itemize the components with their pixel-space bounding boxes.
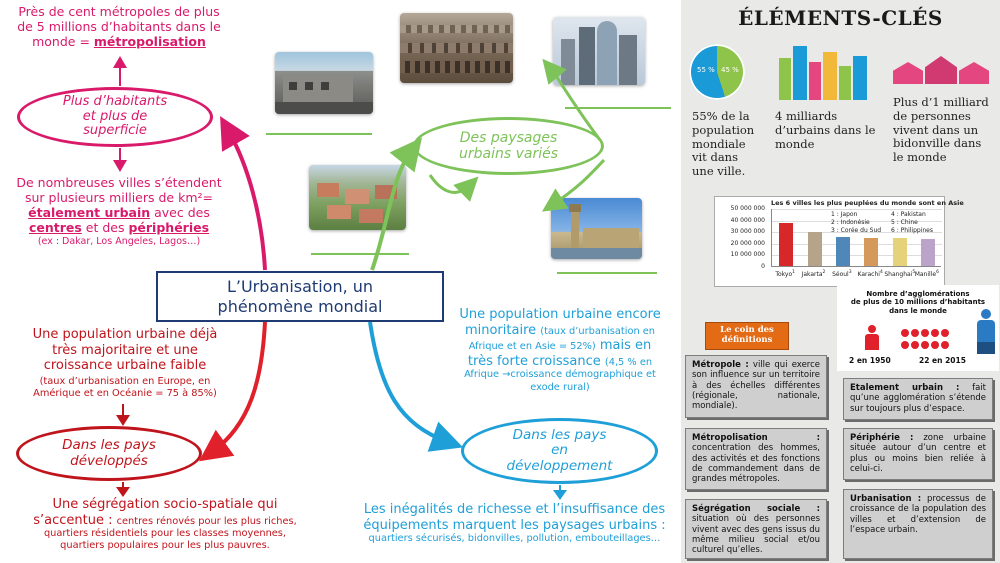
stat-1-line-1: 55% de la xyxy=(692,109,750,123)
stat-population-urbaine xyxy=(692,110,754,179)
coin-definitions-label xyxy=(705,322,789,350)
bubble-plus-habitants-line-2: et plus de xyxy=(82,108,148,124)
bubble-plus-habitants-line-1: Plus d’habitants xyxy=(62,93,168,109)
y-tick-label: 0 xyxy=(761,263,765,270)
chart-x-labels xyxy=(771,269,941,283)
chart-title: Les 6 villes les plus peuplées du monde sont en Asie xyxy=(771,199,964,207)
segregation-title: Une ségrégation socio-spatiale qui xyxy=(52,497,278,512)
arrow-down-blue-icon xyxy=(550,485,570,501)
stat-2-line-3: monde xyxy=(775,136,815,151)
def-term-peripherie: Périphérie : xyxy=(850,433,914,443)
segregation-detail-3: quartiers populaires pour les plus pauvres. xyxy=(60,540,270,552)
agglo-title-line-3: dans le monde xyxy=(889,306,947,315)
segregation-text xyxy=(0,497,330,553)
developing-intro-line-2 xyxy=(440,323,680,339)
inequality-line-1: Les inégalités de richesse et l’insuffisance des xyxy=(363,502,666,517)
panel-title: ÉLÉMENTS-CLÉS xyxy=(738,6,943,30)
stat-3-line-4: bidonville dans xyxy=(893,136,982,151)
key-elements-panel xyxy=(681,0,1000,563)
bubble-developpement-line-1: Dans les pays xyxy=(512,426,607,443)
stat-1-line-4: vit dans xyxy=(692,150,738,165)
developing-detail-5: exode rural) xyxy=(530,381,590,393)
person-small-icon xyxy=(865,325,879,351)
bar-manille xyxy=(921,239,935,266)
x-tick-label: Karachi$^4$ xyxy=(857,270,883,278)
def-term-metropolisation: Métropolisation : xyxy=(692,433,820,443)
stat-1-line-2: population xyxy=(692,122,755,137)
x-tick-label: Manille$^6$ xyxy=(914,270,939,278)
def-text-peripherie: zone urbaine située autour d’un centre et plus ou moins bien reliée à celui-ci. xyxy=(850,433,986,475)
definition-segregation xyxy=(685,499,827,559)
bar-chart xyxy=(714,196,964,287)
developing-detail-3: (4,5 % en xyxy=(604,356,653,368)
slum-houses-icon xyxy=(893,48,989,84)
stat-3-line-2: de personnes xyxy=(893,108,971,123)
city-buildings-icon xyxy=(775,40,871,100)
def-term-metropole: Métropole : xyxy=(692,360,749,370)
gridline xyxy=(772,255,942,256)
year-label-2015: 22 en 2015 xyxy=(919,356,966,365)
arrow-blue-path xyxy=(370,322,448,442)
developing-intro-line-1: Une population urbaine encore xyxy=(459,307,661,322)
def-text-urbanisation: processus de croissance de la population des villes et d’extension de l’espace urbain. xyxy=(850,494,986,536)
coin-title-line-1: Le coin des xyxy=(720,325,774,335)
y-tick-label: 40 000 000 xyxy=(730,216,765,224)
developing-intro-text xyxy=(440,307,680,394)
pie-label-45: 45 % xyxy=(721,66,739,74)
bubble-developpement-line-3: développement xyxy=(506,457,613,474)
legend-item-1: 1 : Japon xyxy=(831,211,858,218)
developing-intro-line-3-end: mais en xyxy=(595,338,652,354)
developing-intro-line-4 xyxy=(440,354,680,370)
stat-3-line-3: vivent dans un xyxy=(893,122,979,137)
intro-line-1: Près de cent métropoles de plus xyxy=(18,4,220,19)
developed-intro-line-1: Une population urbaine déjà xyxy=(32,327,218,342)
x-tick-label: Séoul$^3$ xyxy=(832,270,852,278)
y-tick-label: 20 000 000 xyxy=(730,239,765,247)
main-title-box xyxy=(156,271,444,322)
sprawl-line-1: De nombreuses villes s’étendent xyxy=(16,175,222,190)
agglo-title-line-2: de plus de 10 millions d’habitants xyxy=(850,298,986,307)
bubble-plus-habitants-line-3: superficie xyxy=(83,123,147,139)
bubble-pays-developpes xyxy=(16,426,202,481)
intro-line-2: de 5 millions d’habitants dans le xyxy=(17,19,221,34)
y-tick-label: 50 000 000 xyxy=(730,205,765,212)
developing-intro-line-3 xyxy=(440,338,680,354)
sprawl-line-4-mid: et des xyxy=(81,220,129,235)
term-peripheries: périphéries xyxy=(128,220,210,235)
developing-intro-line-2-start: minoritaire xyxy=(464,322,541,338)
developing-detail-2: Afrique et en Asie = 52%) xyxy=(468,341,596,353)
x-tick-label: Shanghai$^5$ xyxy=(884,270,916,278)
def-text-segregation: situation où des personnes vivent avec des gens issus du même milieu social et/ou culturel qu’elles. xyxy=(692,514,820,556)
bubble-paysages-line-2: urbains variés xyxy=(458,146,559,162)
stat-2-line-2: d’urbains dans le xyxy=(775,122,876,137)
arrow-down-red-icon xyxy=(113,404,133,428)
arrow-green-left-path xyxy=(430,175,470,192)
developing-detail-1: (taux d’urbanisation en xyxy=(540,325,656,337)
arrow-pink-path xyxy=(228,130,265,270)
developed-detail xyxy=(0,376,250,400)
developing-intro-3: très forte croissance xyxy=(467,353,605,369)
segregation-verb: s’accentue : xyxy=(33,512,117,528)
legend-item-4: 4 : Pakistan xyxy=(891,211,926,218)
def-term-urbanisation: Urbanisation : xyxy=(850,494,922,504)
main-title-line-1: L’Urbanisation, un xyxy=(226,276,374,296)
stat-1-line-3: mondiale xyxy=(692,136,746,151)
term-etalement-urbain: étalement urbain xyxy=(28,205,151,220)
y-tick-label: 30 000 000 xyxy=(730,228,765,236)
arrow-green-top-path xyxy=(372,150,412,270)
def-text-metropole: ville qui exerce son influence sur un territoire à des échelles différentes (régionale, nationale, mondiale). xyxy=(692,360,821,412)
intro-line-3-start: monde = xyxy=(32,34,94,49)
stat-2-line-1: 4 milliards xyxy=(775,109,838,123)
agglo-title-line-1: Nombre d’agglomérations xyxy=(866,290,970,298)
inequality-line-2: équipements marquent les paysages urbains : xyxy=(363,517,666,533)
developed-intro-line-2: très majoritaire et une xyxy=(52,342,198,358)
gridline xyxy=(772,244,942,245)
legend-item-5: 5 : Chine xyxy=(891,218,918,226)
bar-jakarta xyxy=(808,232,822,266)
definition-metropole xyxy=(685,355,827,418)
year-label-1950: 2 en 1950 xyxy=(849,356,891,365)
developing-detail-4: Afrique →croissance démographique et xyxy=(464,369,656,381)
main-title-line-2: phénomène mondial xyxy=(217,296,383,316)
agglomerations-title xyxy=(841,290,995,315)
legend-item-2: 2 : Indonésie xyxy=(831,218,870,226)
inequality-detail: quartiers sécurisés, bidonvilles, pollution, embouteillages… xyxy=(368,533,661,545)
def-term-etalement: Etalement urbain : xyxy=(850,383,960,393)
inequality-text xyxy=(348,502,681,545)
definition-peripherie xyxy=(843,428,993,480)
person-large-icon xyxy=(977,309,995,355)
x-tick-label: Tokyo$^1$ xyxy=(775,270,795,278)
sprawl-line-3-end: avec des xyxy=(150,205,210,220)
stat-urbains xyxy=(775,110,875,151)
developed-detail-line-1: (taux d’urbanisation en Europe, en xyxy=(39,375,211,387)
bubble-developpes-line-1: Dans les pays xyxy=(62,436,156,453)
arrow-green-right-2-path xyxy=(552,160,604,205)
gridline xyxy=(772,209,942,210)
bar-karachi xyxy=(864,238,878,266)
segregation-detail-1: centres rénovés pour les plus riches, xyxy=(116,515,297,527)
definition-etalement xyxy=(843,378,993,420)
segregation-line-2 xyxy=(0,513,330,529)
arrow-green-right-1-path xyxy=(550,68,600,140)
def-text-metropolisation: concentration des hommes, des activités et des fonctions de commandement dans de grandes métropoles. xyxy=(692,443,820,485)
arrow-down-red-2-icon xyxy=(113,482,133,498)
term-centres: centres xyxy=(28,220,82,235)
bubble-paysages-line-1: Des paysages xyxy=(459,129,558,146)
stat-bidonville xyxy=(893,96,989,165)
segregation-detail-2: quartiers résidentiels pour les classes moyennes, xyxy=(43,528,287,540)
developed-intro-line-3: croissance urbaine faible xyxy=(43,358,207,374)
definition-urbanisation xyxy=(843,489,993,559)
stat-3-line-1: Plus d’1 milliard xyxy=(893,95,989,109)
legend-item-3: 3 : Corée du Sud xyxy=(831,226,882,234)
sprawl-line-2: sur plusieurs milliers de km²= xyxy=(25,190,213,205)
legend-item-6: 6 : Philippines xyxy=(891,226,933,234)
stat-1-line-5: une ville. xyxy=(692,164,746,179)
bar-tokyo xyxy=(779,223,793,266)
bubble-pays-en-developpement xyxy=(461,418,658,484)
term-metropolisation: métropolisation xyxy=(93,34,206,49)
y-tick-label: 10 000 000 xyxy=(730,251,765,259)
bubble-developpes-line-2: développés xyxy=(70,452,148,469)
sprawl-examples: (ex : Dakar, Los Angeles, Lagos…) xyxy=(37,236,201,247)
pie-globe-icon xyxy=(689,44,745,100)
def-text-etalement: fait qu’une agglomération s’étende sur toujours plus d’espace. xyxy=(850,383,986,414)
bar-séoul xyxy=(836,237,850,266)
definition-metropolisation xyxy=(685,428,827,490)
agglomerations-box xyxy=(837,285,999,371)
chart-y-axis xyxy=(715,197,767,288)
def-term-segregation: Ségrégation sociale : xyxy=(692,504,820,514)
x-tick-label: Jakarta$^2$ xyxy=(801,270,826,278)
pie-label-55: 55 % xyxy=(697,66,715,74)
chart-legend xyxy=(831,211,941,234)
bar-shanghai xyxy=(893,238,907,266)
coin-title-line-2: définitions xyxy=(721,335,773,346)
developed-intro-text xyxy=(0,327,250,400)
bubble-developpement-line-2: en xyxy=(551,442,568,459)
crowd-icon xyxy=(901,329,957,351)
developed-detail-line-2: Amérique et en Océanie = 75 à 85%) xyxy=(33,388,217,400)
stat-3-line-5: le monde xyxy=(893,150,947,165)
